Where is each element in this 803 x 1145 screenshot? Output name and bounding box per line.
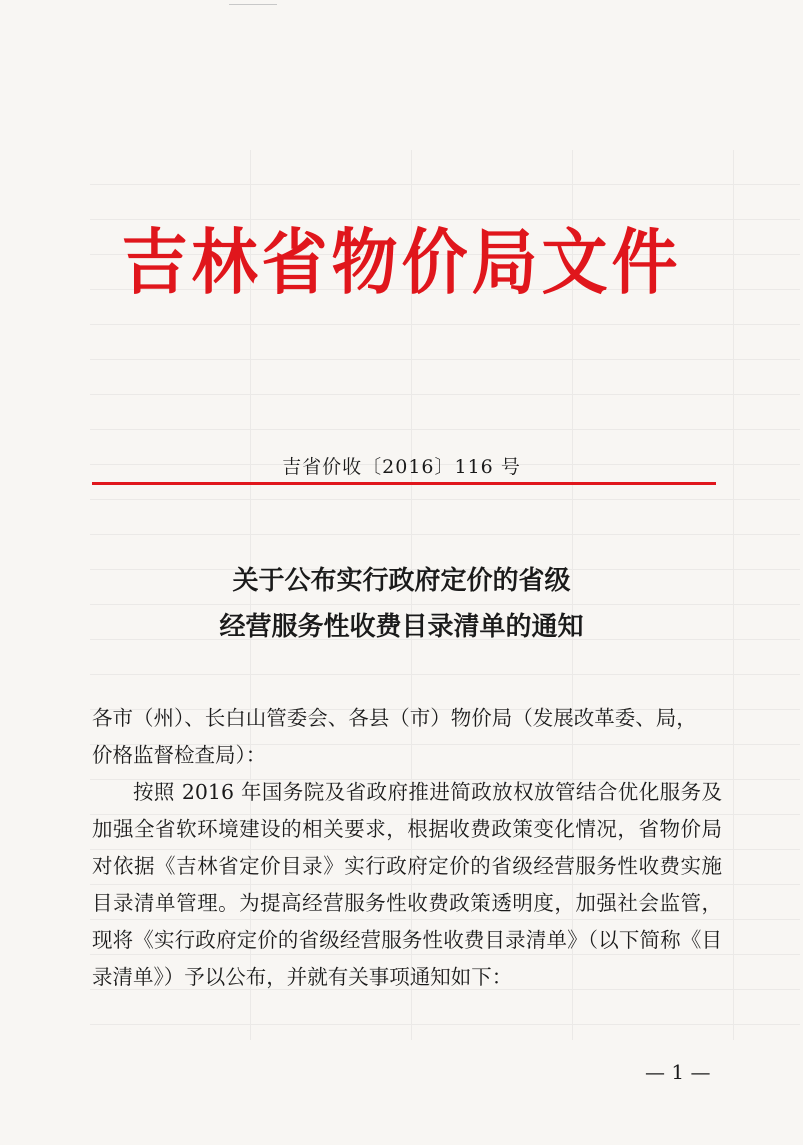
page-number: — 1 —	[645, 1060, 711, 1084]
recipients-line2: 价格监督检查局）：	[92, 743, 267, 767]
notice-body	[92, 700, 722, 996]
red-divider-line	[92, 482, 716, 485]
notice-title-line1: 关于公布实行政府定价的省级	[232, 566, 571, 596]
notice-title	[0, 558, 803, 650]
recipients-line1: 各市（州）、长白山管委会、各县（市）物价局（发展改革委、局，	[92, 706, 697, 730]
notice-title-line2: 经营服务性收费目录清单的通知	[219, 612, 584, 642]
body-paragraph-1: 按照 2016 年国务院及省政府推进简政放权放管结合优化服务及加强全省软环境建设的相关要求，根据收费政策变化情况，省物价局对依据《吉林省定价目录》实行政府定价的省级经营服务性收费实施目录清单管理。为提高经营服务性收费政策透明度，加强社会监管，现将《实行政府定价的省级经营服务性收费目录清单》（以下简称《目录清单》）予以公布，并就有关事项通知如下：	[92, 780, 722, 989]
document-number: 吉省价收〔2016〕116 号	[282, 456, 521, 478]
top-edge-mark	[229, 0, 277, 5]
document-header: 吉林省物价局文件	[121, 220, 682, 305]
